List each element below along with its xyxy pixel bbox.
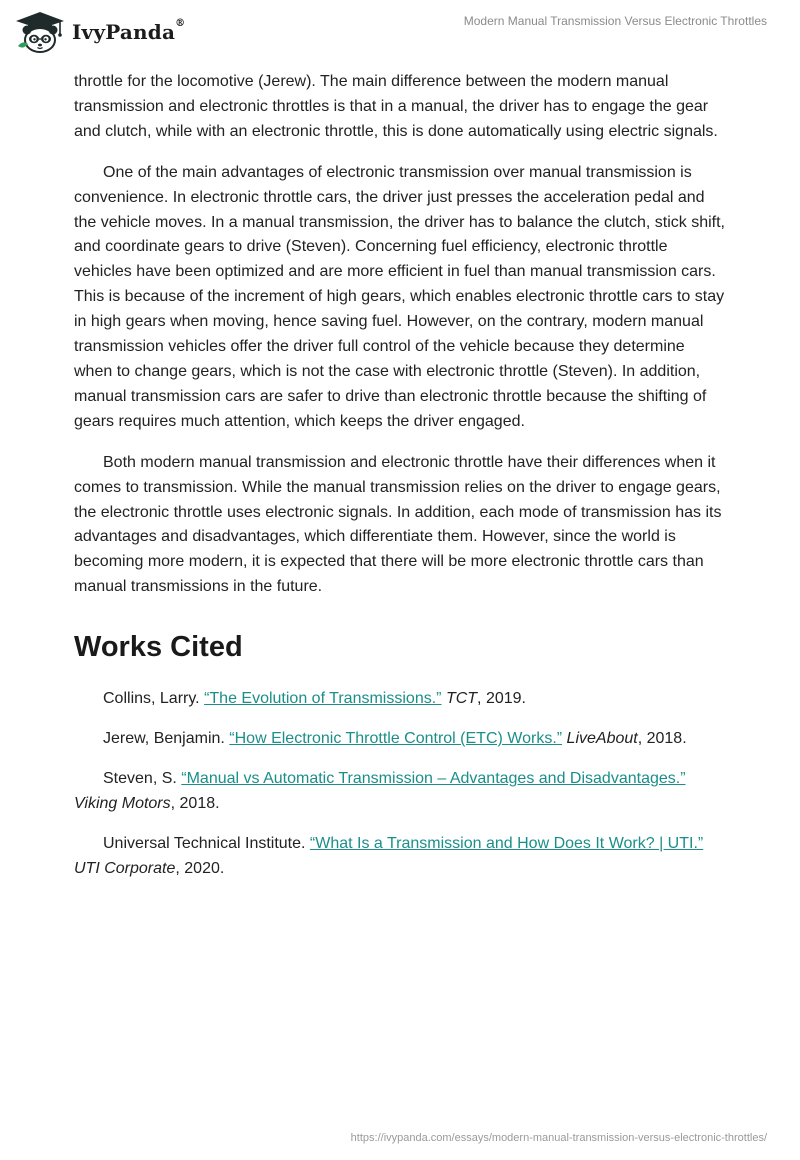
citation-author: Steven, S. [103,769,182,787]
citation-source: UTI Corporate [74,859,176,877]
brand-name: IvyPanda® [72,18,186,44]
essay-content [74,70,726,897]
document-title: Modern Manual Transmission Versus Electronic Throttles [463,14,767,28]
citation-author: Collins, Larry. [103,690,205,708]
brand-logo[interactable] [14,6,185,58]
citation-entry: Jerew, Benjamin. “How Electronic Throttle Control (ETC) Works.” LiveAbout, 2018. [103,730,687,748]
paragraph: Both modern manual transmission and electronic throttle have their differences when it comes to transmission. While the manual transmission relies on the driver to engage gears, the electronic throttle uses electronic signals. In addition, each mode of transmission has its advantages and disadvantages, which differentiate them. However, since the world is becoming more modern, it is expected that there will be more electronic throttle cars than manual transmissions in the future. [74,453,722,596]
citation-link[interactable]: “What Is a Transmission and How Does It Work? | UTI.” [309,834,704,852]
citation-link[interactable]: “Manual vs Automatic Transmission – Advantages and Disadvantages.” [181,769,686,787]
citation-link[interactable]: “How Electronic Throttle Control (ETC) Works.” [229,730,563,748]
paragraph: One of the main advantages of electronic transmission over manual transmission is convenience. In electronic throttle cars, the driver just presses the acceleration pedal and the vehicle moves. In a manual transmission, the driver has to balance the clutch, stick shift, and coordinate gears to drive (Steven). Concerning fuel efficiency, electronic throttle vehicles have been optimized and are more efficient in fuel than manual transmission cars. This is because of the increment of high gears, which enables electronic throttle cars to stay in high gears when moving, hence saving fuel. However, on the contrary, modern manual transmission vehicles offer the driver full control of the vehicle because they determine when to change gears, which is not the case with electronic throttle (Steven). In addition, manual transmission cars are safer to drive than electronic throttle because the shifting of gears requires much attention, which keeps the driver engaged. [74,163,725,430]
citation-entry: Steven, S. “Manual vs Automatic Transmission – Advantages and Disadvantages.” Viking Motors, 2018. [74,769,686,812]
citation-entry: Collins, Larry. “The Evolution of Transmissions.” TCT, 2019. [103,690,526,708]
citation-author: Jerew, Benjamin. [103,730,230,748]
source-url[interactable]: https://ivypanda.com/essays/modern-manual-transmission-versus-electronic-throttles/ [350,1132,767,1144]
paragraph: throttle for the locomotive (Jerew). The main difference between the modern manual transmission and electronic throttles is that in a manual, the driver has to engage the gear and clutch, while with an electronic throttle, this is done automatically using electric signals. [74,73,718,140]
citation-source: TCT [445,690,478,708]
citation-source: Viking Motors [74,794,171,812]
works-cited-heading: Works Cited [74,631,243,664]
citation-source: LiveAbout [566,730,638,748]
citation-link[interactable]: “The Evolution of Transmissions.” [204,690,442,708]
citation-author: Universal Technical Institute. [103,834,310,852]
panda-graduation-cap-icon [14,10,66,54]
citation-entry: Universal Technical Institute. “What Is a Transmission and How Does It Work? | UTI.” UTI Corporate, 2020. [74,834,704,877]
page-header [0,0,800,68]
